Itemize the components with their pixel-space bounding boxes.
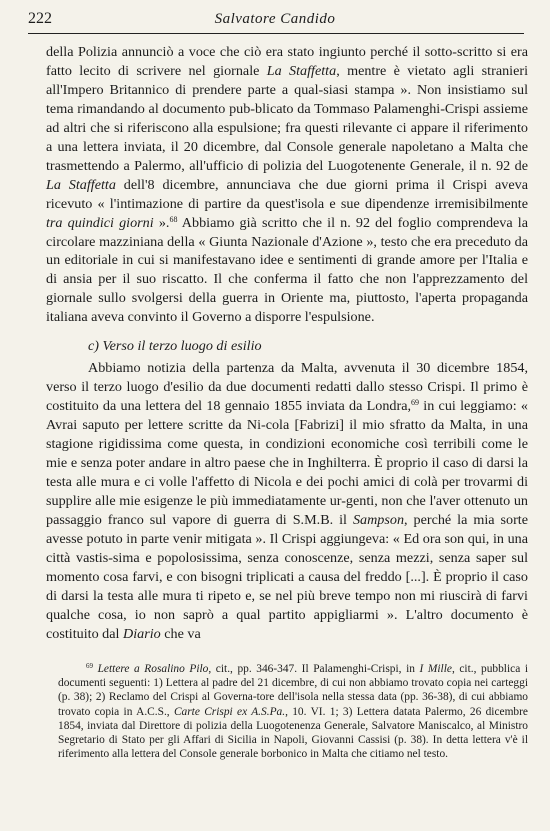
header-rule	[28, 33, 524, 34]
page-header	[28, 10, 522, 32]
footnote-number: 69	[86, 662, 93, 670]
ship-name: Sampson	[352, 511, 405, 528]
running-head: Salvatore Candido	[214, 11, 336, 27]
emphasis: tra quindici giorni	[46, 214, 154, 231]
page-number: 222	[28, 10, 52, 27]
footnote-ref-68[interactable]: 68	[169, 214, 178, 224]
paragraph-2: Abbiamo notizia della partenza da Malta, avvenuta il 30 dicembre 1854, verso il terzo luogo d'esilio da due documenti redatti dallo stesso Crispi. Il primo è costituito da una lettera del 18 gennaio 1855 inviata da Londra,$^{69}$ in cui leggiamo: « Avrai saputo per lettere scritte da Ni-cola [Fabrizi] il mio sfratto da Malta, in una stagione rigidissima come questa, in condizioni economiche così terribili come le mie e senza poter andare in altro paese che in Inghilterra. È proprio il caso di darsi la testa alle mura e ci volle l'affetto di Nicola e dei pochi amici di colà per trovarmi di supplire alle mie esigenze le più immediatamente ur-genti, non che l'aver ottenuto un passaggio franco sul vapore di guerra di S.M.B. il Sampson, perché la mia sorte avesse potuto in parte venir mitigata ». Il Crispi aggiungeva: « Ed ora son qui, in una città vastis-sima e popolosissima, senza conoscenze, senza mezzi, senza saper sul momento cosa farvi, e con bisogni triplicati a causa del freddo [...]. È proprio il caso di darsi la testa alle mura ti ripeto e, se nel più breve tempo non mi riuscirà di farvi qualche cosa, io non saprò a qual partito appigliarmi ». L'altro documento è costituito dal Diario che va	[46, 360, 528, 642]
section-heading: c) Verso il terzo luogo di esilio	[88, 338, 262, 355]
main-text	[46, 43, 528, 644]
footnotes	[58, 662, 528, 761]
paragraph-1: della Polizia annunciò a voce che ciò era stato ingiunto perché il sotto-scritto si era fatto lecito di scrivere nel giornale La Staffetta, mentre è vietato agli stranieri all'Impero Britannico di prendere parte a qual-siasi stampa ». Non insistiamo sul tema rimandando al documento pub-blicato da Tommaso Palamenghi-Crispi assieme ad altri che si riferiscono alla espulsione; fra questi rilevante ci appare il riferimento a una lettera inviata, il 20 dicembre, dal Console generale napoletano a Malta che trasmettendo a Palermo, all'ufficio di polizia del Luogotenente Generale, il n. 92 de La Staffetta dell'8 dicembre, annunciava che due giorni prima il Crispi aveva ricevuto « l'intimazione di partire da quest'isola e sue dipendenze irremisibilmente tra quindici giorni ».$^{68}$ Abbiamo già scritto che il n. 92 del foglio comprendeva la circolare mazziniana della « Giunta Nazionale d'Azione », testo che era preceduto da un editoriale in cui si manifestavano idee e sentimenti di grande amore per l'Italia e di ansia per il suo riscatto. Il che conferma il fatto che non l'apprezzamento del giornale sullo svolgersi della guerra in Oriente ma, piuttosto, l'aperta propaganda italiana aveva convinto il Governo a disporre l'espulsione.	[46, 44, 529, 326]
document-title: Diario	[122, 625, 161, 642]
footnote-ref-69[interactable]: 69	[411, 398, 420, 408]
footnote-69: $^{69}$ Lettere a Rosalino Pilo, cit., pp. 346-347. Il Palamenghi-Crispi, in I Mille, cit., pubblica i documenti seguenti: 1) Lettera al padre del 21 dicembre, di cui non abbiamo trovato copia nei carteggi (p. 38); 2) Reclamo del Crispi al Governa-tore dell'isola nella stessa data (pp. 36-38), di cui abbiamo trovato copia in A.C.S., Carte Crispi ex A.S.Pa., 10. VI. 1; 3) Lettera datata Palermo, 26 dicembre 1854, inviata dal Direttore di polizia della Luogotenenza Generale, Salvatore Maniscalco, al Ministro Segretario di Stato per gli Affari di Sicilia in Napoli, Giovanni Cassisi (p. 38). In detta lettera v'è il riferimento alla lettera del Console generale borbonico in Malta che citiamo nel testo.	[58, 662, 528, 761]
newspaper-title: La Staffetta	[266, 62, 337, 79]
newspaper-title: La Staffetta	[46, 176, 116, 193]
